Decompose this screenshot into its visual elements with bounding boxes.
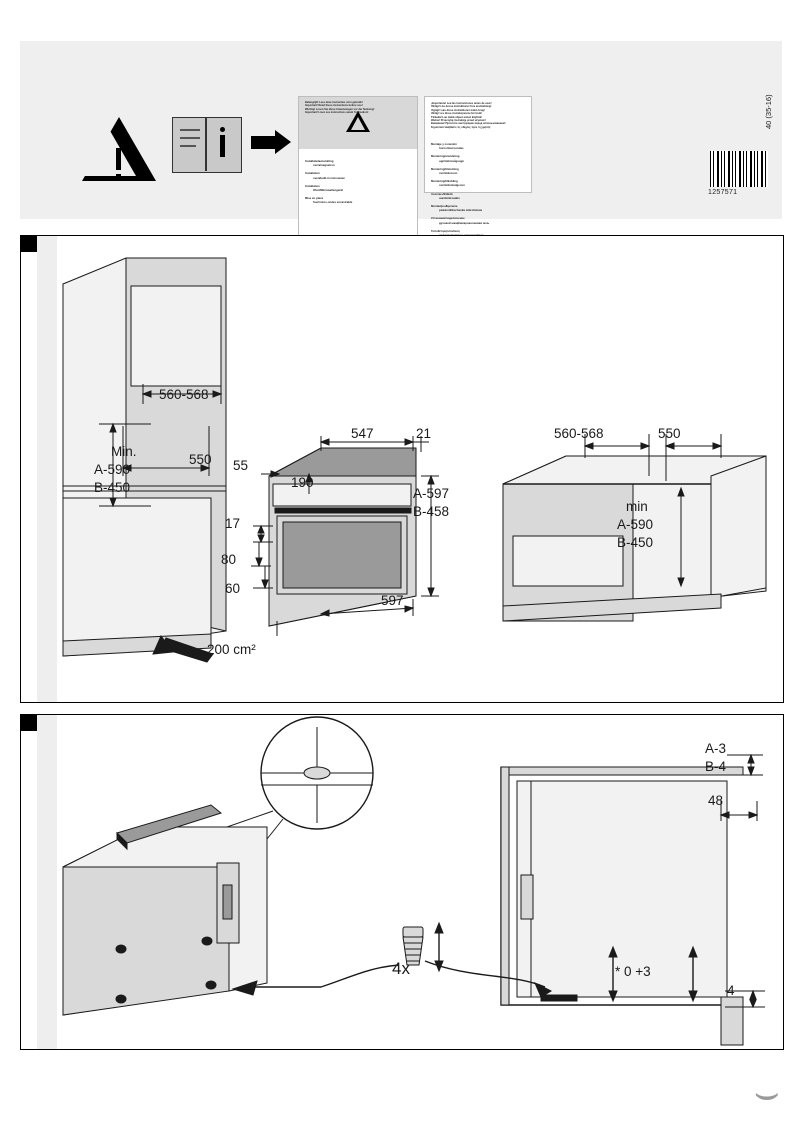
dim-tall-niche-width: 560-568 <box>159 387 209 402</box>
dim-cable-bottom: 60 <box>225 581 241 596</box>
dim-niche-height-a: A-590 <box>617 517 654 532</box>
dim-tall-height-a: A-590 <box>94 462 131 477</box>
dim-oven-handle-gap: 190 <box>291 475 314 490</box>
panel1-drawing <box>21 236 783 702</box>
dim-niche-width: 560-568 <box>554 426 604 441</box>
dim-cable-mid: 80 <box>221 552 237 567</box>
document-code: 40 (35-16) <box>764 94 773 129</box>
info-i-stem-icon <box>220 135 225 157</box>
dim-oven-width: 597 <box>381 593 404 608</box>
warning-exclamation-stem <box>116 148 121 170</box>
dim-front-overhang: 48 <box>708 793 724 808</box>
leaflet-back-page <box>424 96 532 233</box>
dim-oven-height-b: B-458 <box>413 504 450 519</box>
dim-oven-depth-top: 547 <box>351 426 374 441</box>
dim-tall-height-b: B-450 <box>94 480 131 495</box>
dim-tolerance: * 0 +3 <box>615 964 651 979</box>
right-arrow-icon <box>251 136 277 149</box>
barcode-number: 1257571 <box>708 189 738 196</box>
leaflet-language-blocks: Installatie/aansluiting oven/magnetron Installation oven/built-in microwave Installation Ofen/Mikrowellengerät Mise en place four/micro-ondes encastrable <box>305 159 353 205</box>
dim-oven-front-offset: 55 <box>233 458 249 473</box>
dim-oven-height-a: A-597 <box>413 486 450 501</box>
panel-fixing-clearance <box>20 714 784 1050</box>
leaflet-warning-triangle-inner <box>351 117 365 130</box>
dim-tall-min-label: Min. <box>111 444 137 459</box>
corner-swirl-mark: ⌣ <box>753 1071 780 1115</box>
warning-exclamation-dot <box>116 174 121 179</box>
dim-top-gap-b: B-4 <box>705 759 727 774</box>
leaflet-warning-lines: Belangrijk! Lees deze instructies vóór gebruik! Important! Read these instructions before use! Wichtig! Lesen Sie diese Anweisungen vor der Nutzung! Important! Lisez ces instructions avant l'utilisation! <box>305 101 375 115</box>
panel2-drawing <box>21 715 783 1049</box>
booklet-text-line <box>180 129 200 131</box>
screw-count-label: 4x <box>392 959 410 978</box>
barcode <box>710 151 768 187</box>
leaflet-front-page <box>298 96 418 248</box>
info-i-dot-icon <box>220 127 225 132</box>
booklet-text-line <box>180 145 196 147</box>
right-arrow-head-icon <box>275 130 291 154</box>
booklet-text-line <box>180 137 200 139</box>
dim-cable-top: 17 <box>225 516 241 531</box>
dim-niche-height-b: B-450 <box>617 535 654 550</box>
dim-ventilation-area: 200 cm² <box>207 642 256 657</box>
dim-niche-depth: 550 <box>658 426 681 441</box>
dim-bottom-gap: 4 <box>727 983 735 998</box>
dim-niche-min-label: min <box>626 499 648 514</box>
warning-triangle-inner <box>82 129 136 176</box>
dim-top-gap-a: A-3 <box>705 741 727 756</box>
dim-oven-rear-offset: 21 <box>416 426 432 441</box>
warning-banner <box>20 41 782 233</box>
panel-installation-dimensions <box>20 235 784 703</box>
leaflet-language-blocks-2: Montaje y conexión horno/microondas Montering/anslutning ugn/mikrovågsugn Montering/tilslutning ovn/mikroovn Montering/tilkobling ovn/mikrobølgeovn Asennus/liitäntä uuni/mikroaalto Montaż/podłączenie piekarnik/kuchenka mikrofalowa Установка/подключение духовой шкаф/микроволновая печь Τοποθέτηση/σύνδεση <box>431 142 490 233</box>
booklet-spine <box>205 117 207 171</box>
leaflet-warning-lines-2: ¡Importante! Lea las instrucciones antes de usar! Viktigt! Läs dessa instruktioner före användning! Vigtigt! Læs disse instruktioner inden brug! Viktig! Les disse instruksjonene før bruk! Tärkeää! Lue nämä ohjeet ennen käyttöä! Ważne! Przeczytaj instrukcję przed użyciem! Внимание! Прочтите инструкцию перед использованием! Σημαντικό! Διαβάστε τις οδηγίες πριν τη χρήση! <box>431 102 506 129</box>
dim-tall-depth: 550 <box>189 452 212 467</box>
